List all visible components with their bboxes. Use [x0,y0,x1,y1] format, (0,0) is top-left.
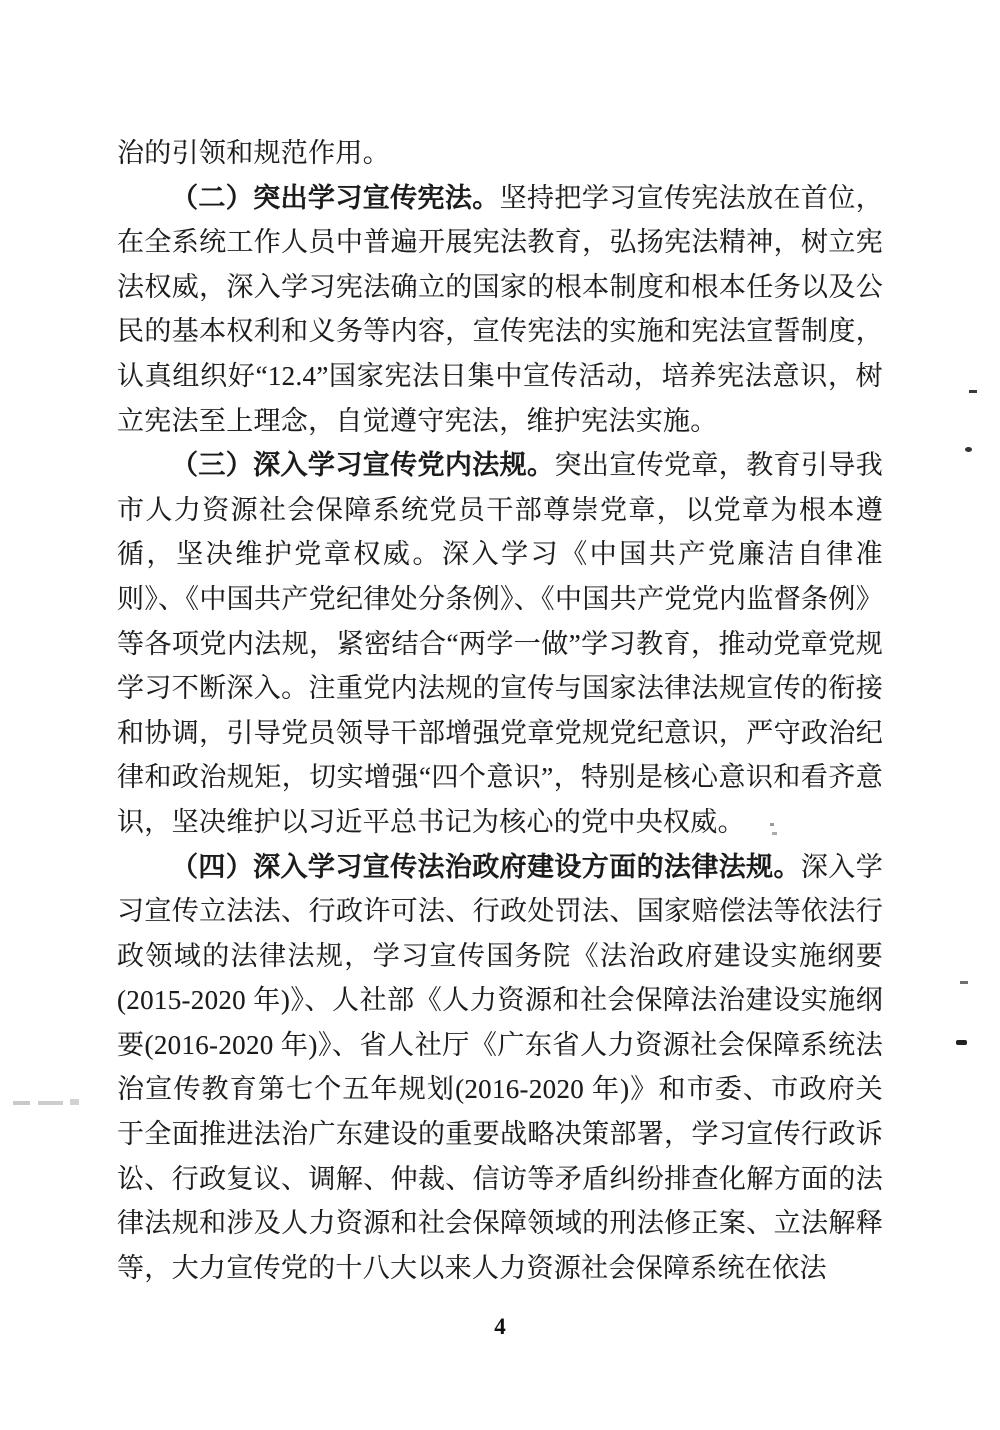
paragraph-text: 深入学习宣传立法法、行政许可法、行政处罚法、国家赔偿法等依法行政领域的法律法规，学习宣传国务院《法治政府建设实施纲要(2015-2020 年)》、人社部《人力资源和社会保障法治建设实施纲要(2016-2020 年)》、省人社厅《广东省人力资源社会保障系统法治宣传教育第七个五年规划(2016-2020 年)》和市委、市政府关于全面推进法治广东建设的重要战略决策部署，学习宣传行政诉讼、行政复议、调解、仲裁、信访等矛盾纠纷排查化解方面的法律法规和涉及人力资源和社会保障领域的刑法修正案、立法解释等，大力宣传党的十八大以来人力资源社会保障系统在依法 [117,851,883,1283]
scan-speck [13,1101,30,1105]
scan-speck [965,447,972,452]
page-number: 4 [494,1314,506,1339]
document-body-text [117,131,883,1290]
scan-speck [969,390,977,393]
paragraph-section-4 [117,845,883,1291]
scan-speck [956,1040,967,1045]
paragraph-text: 坚持把学习宣传宪法放在首位，在全系统工作人员中普遍开展宪法教育，弘扬宪法精神，树立宪法权威，深入学习宪法确立的国家的根本制度和根本任务以及公民的基本权利和义务等内容，宣传宪法的实施和宪法宣誓制度，认真组织好“12.4”国家宪法日集中宣传活动，培养宪法意识，树立宪法至上理念，自觉遵守宪法，维护宪法实施。 [117,182,883,436]
paragraph-text: 突出宣传党章，教育引导我市人力资源社会保障系统党员干部尊崇党章，以党章为根本遵循，坚决维护党章权威。深入学习《中国共产党廉洁自律准则》、《中国共产党纪律处分条例》、《中国共产党党内监督条例》等各项党内法规，紧密结合“两学一做”学习教育，推动党章党规学习不断深入。注重党内法规的宣传与国家法律法规宣传的衔接和协调，引导党员领导干部增强党章党规党纪意识，严守政治纪律和政治规矩，切实增强“四个意识”，特别是核心意识和看齐意识，坚决维护以习近平总书记为核心的党中央权威。 [117,450,883,837]
paragraph-heading: （四）深入学习宣传法治政府建设方面的法律法规。 [171,851,801,882]
paragraph-heading: （三）深入学习宣传党内法规。 [171,450,555,481]
paragraph-heading: （二）突出学习宣传宪法。 [171,182,500,213]
paragraph-text: 治的引领和规范作用。 [117,138,390,168]
paragraph-section-3 [117,443,883,844]
scan-speck [960,981,968,984]
scan-speck [70,1099,79,1105]
scan-speck [38,1101,63,1105]
paragraph-continuation [117,131,883,176]
paragraph-section-2 [117,176,883,444]
